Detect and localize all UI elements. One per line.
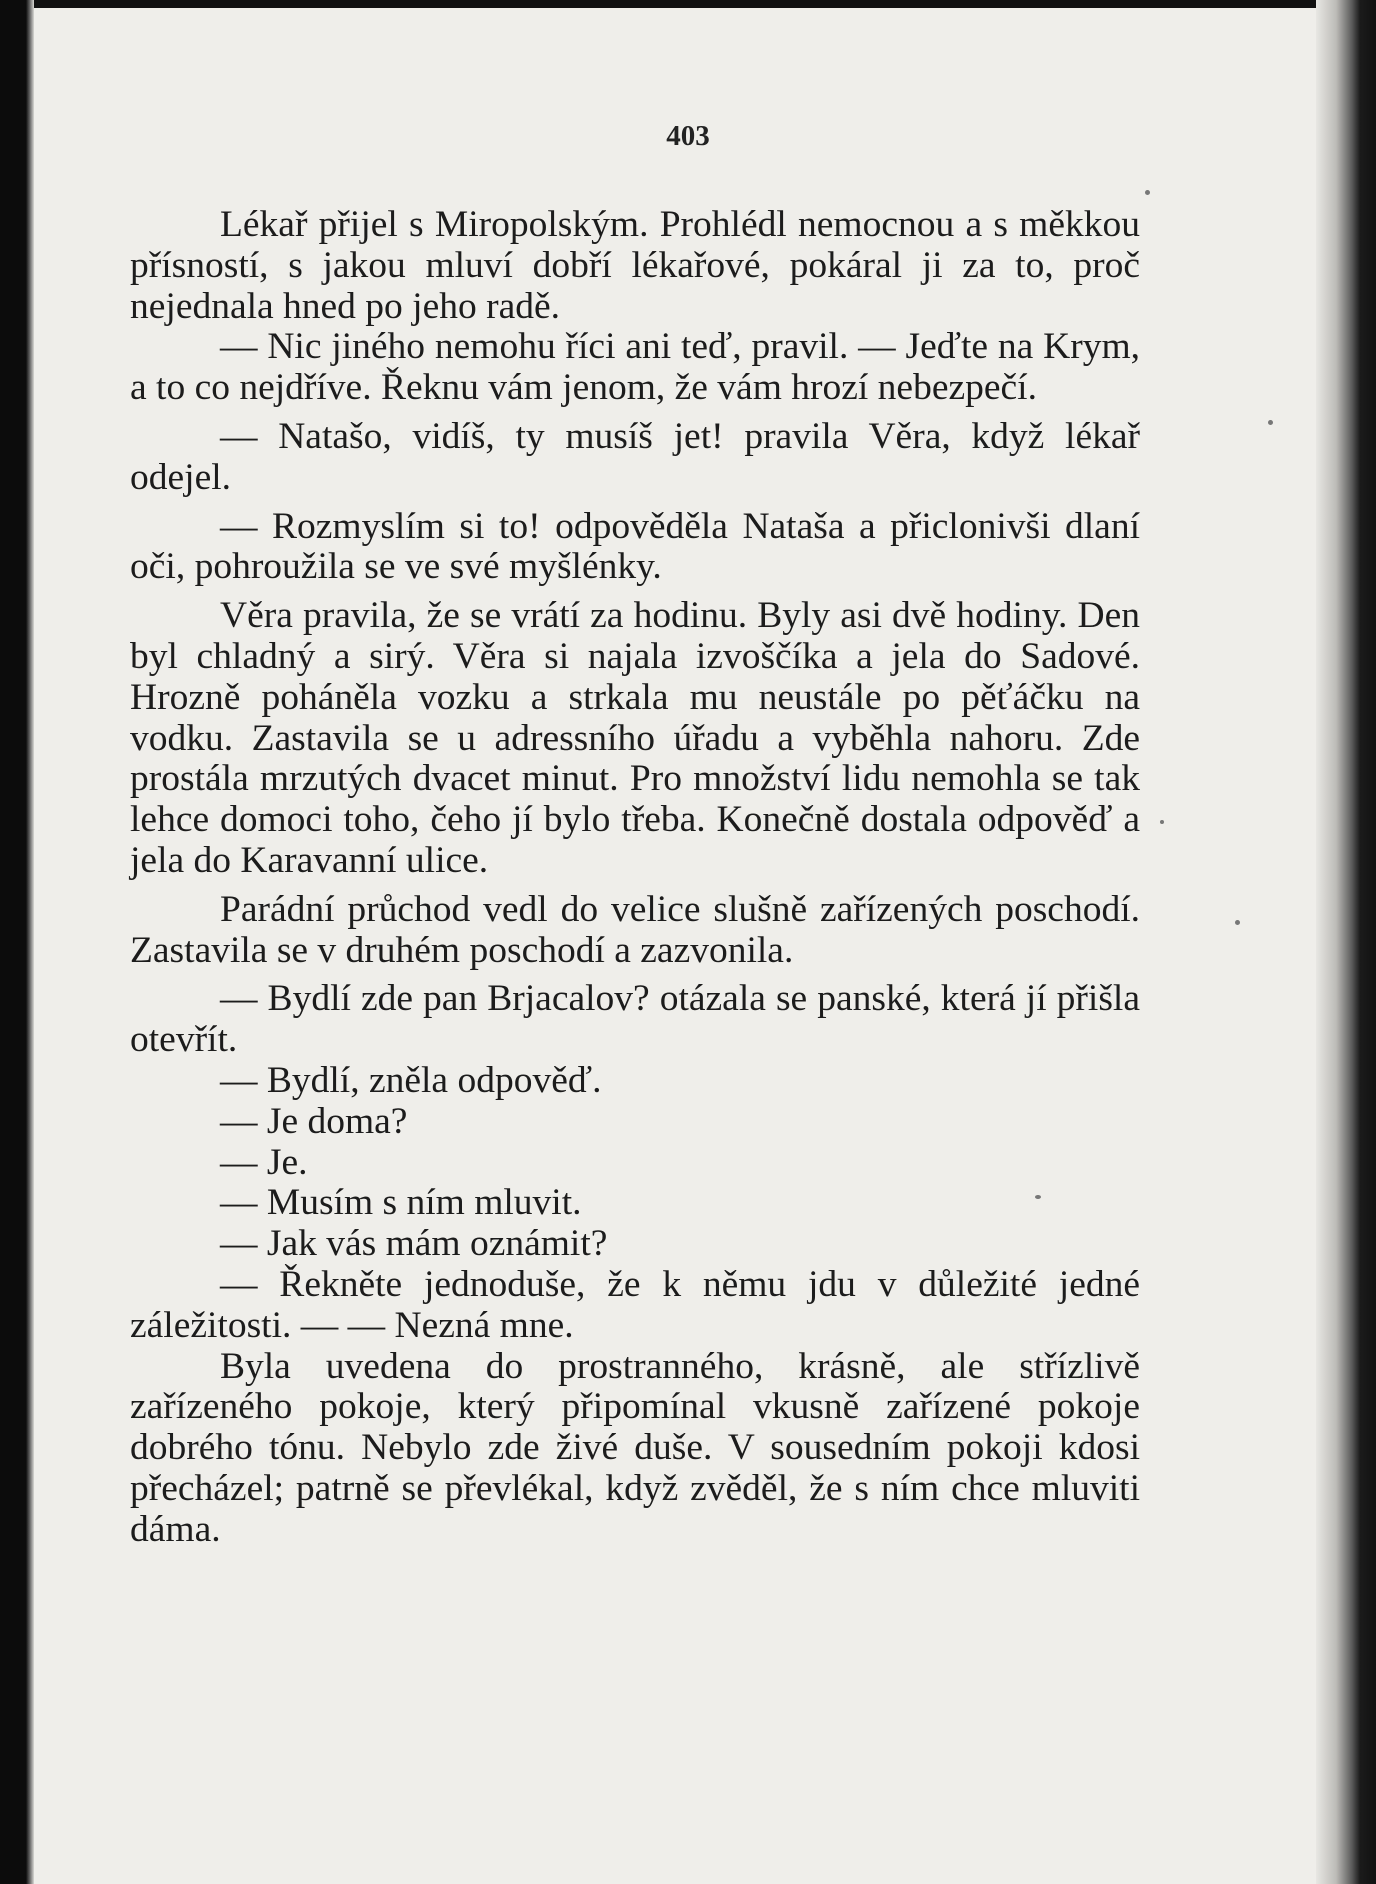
scan-speck <box>1160 820 1164 824</box>
body-text <box>130 205 1140 1551</box>
paragraph: Parádní průchod vedl do velice slušně zařízených poschodí. Zastavila se v druhém poschodí a zazvonila. <box>130 888 1140 971</box>
scan-right-border <box>1316 0 1376 1884</box>
scan-speck <box>1145 190 1150 195</box>
scan-top-border <box>0 0 1376 8</box>
paragraph: — Řekněte jednoduše, že k němu jdu v důležité jedné záležitosti. — — Nezná mne. <box>130 1263 1140 1346</box>
paragraph: — Bydlí zde pan Brjacalov? otázala se panské, která jí přišla otevřít. <box>130 978 1140 1061</box>
scan-speck <box>1235 920 1240 925</box>
paragraph: — Jak vás mám oznámit? <box>220 1223 608 1265</box>
paragraph: — Natašo, vidíš, ty musíš jet! pravila Věra, když lékař odejel. <box>130 415 1140 498</box>
paragraph: Byla uvedena do prostranného, krásně, ale střízlivě zařízeného pokoje, který připomínal vkusně zařízené pokoje dobrého tónu. Nebylo zde živé duše. V sousedním pokoji kdosi přecházel; patrně se převlékal, když zvěděl, že s ním chce mluviti dáma. <box>130 1345 1140 1550</box>
page-number: 403 <box>666 120 710 152</box>
paragraph: — Je. <box>220 1141 308 1183</box>
paragraph: Věra pravila, že se vrátí za hodinu. Byly asi dvě hodiny. Den byl chladný a sirý. Věra si najala izvoščíka a jela do Sadové. Hrozně poháněla vozku a strkala mu neustále po pěťáčku na vodku. Zastavila se u adressního úřadu a vyběhla nahoru. Zde prostála mrzutých dvacet minut. Pro množství lidu nemohla se tak lehce domoci toho, čeho jí bylo třeba. Konečně dostala odpověď a jela do Karavanní ulice. <box>130 595 1140 881</box>
paragraph: — Musím s ním mluvit. <box>220 1182 582 1224</box>
paragraph: — Bydlí, zněla odpověď. <box>220 1059 602 1101</box>
paragraph: — Nic jiného nemohu říci ani teď, pravil. — Jeďte na Krym, a to co nejdříve. Řeknu vám jenom, že vám hrozí nebezpečí. <box>130 326 1140 409</box>
scan-left-border <box>0 0 34 1884</box>
paragraph: — Je doma? <box>220 1100 408 1142</box>
scan-speck <box>1268 420 1273 425</box>
paragraph: — Rozmyslím si to! odpověděla Nataša a přiclonivši dlaní oči, pohroužila se ve své myšlénky. <box>130 505 1140 588</box>
paragraph: Lékař přijel s Miropolským. Prohlédl nemocnou a s měkkou přísností, s jakou mluví dobří lékařové, pokáral ji za to, proč nejednala hned po jeho radě. <box>130 204 1140 327</box>
